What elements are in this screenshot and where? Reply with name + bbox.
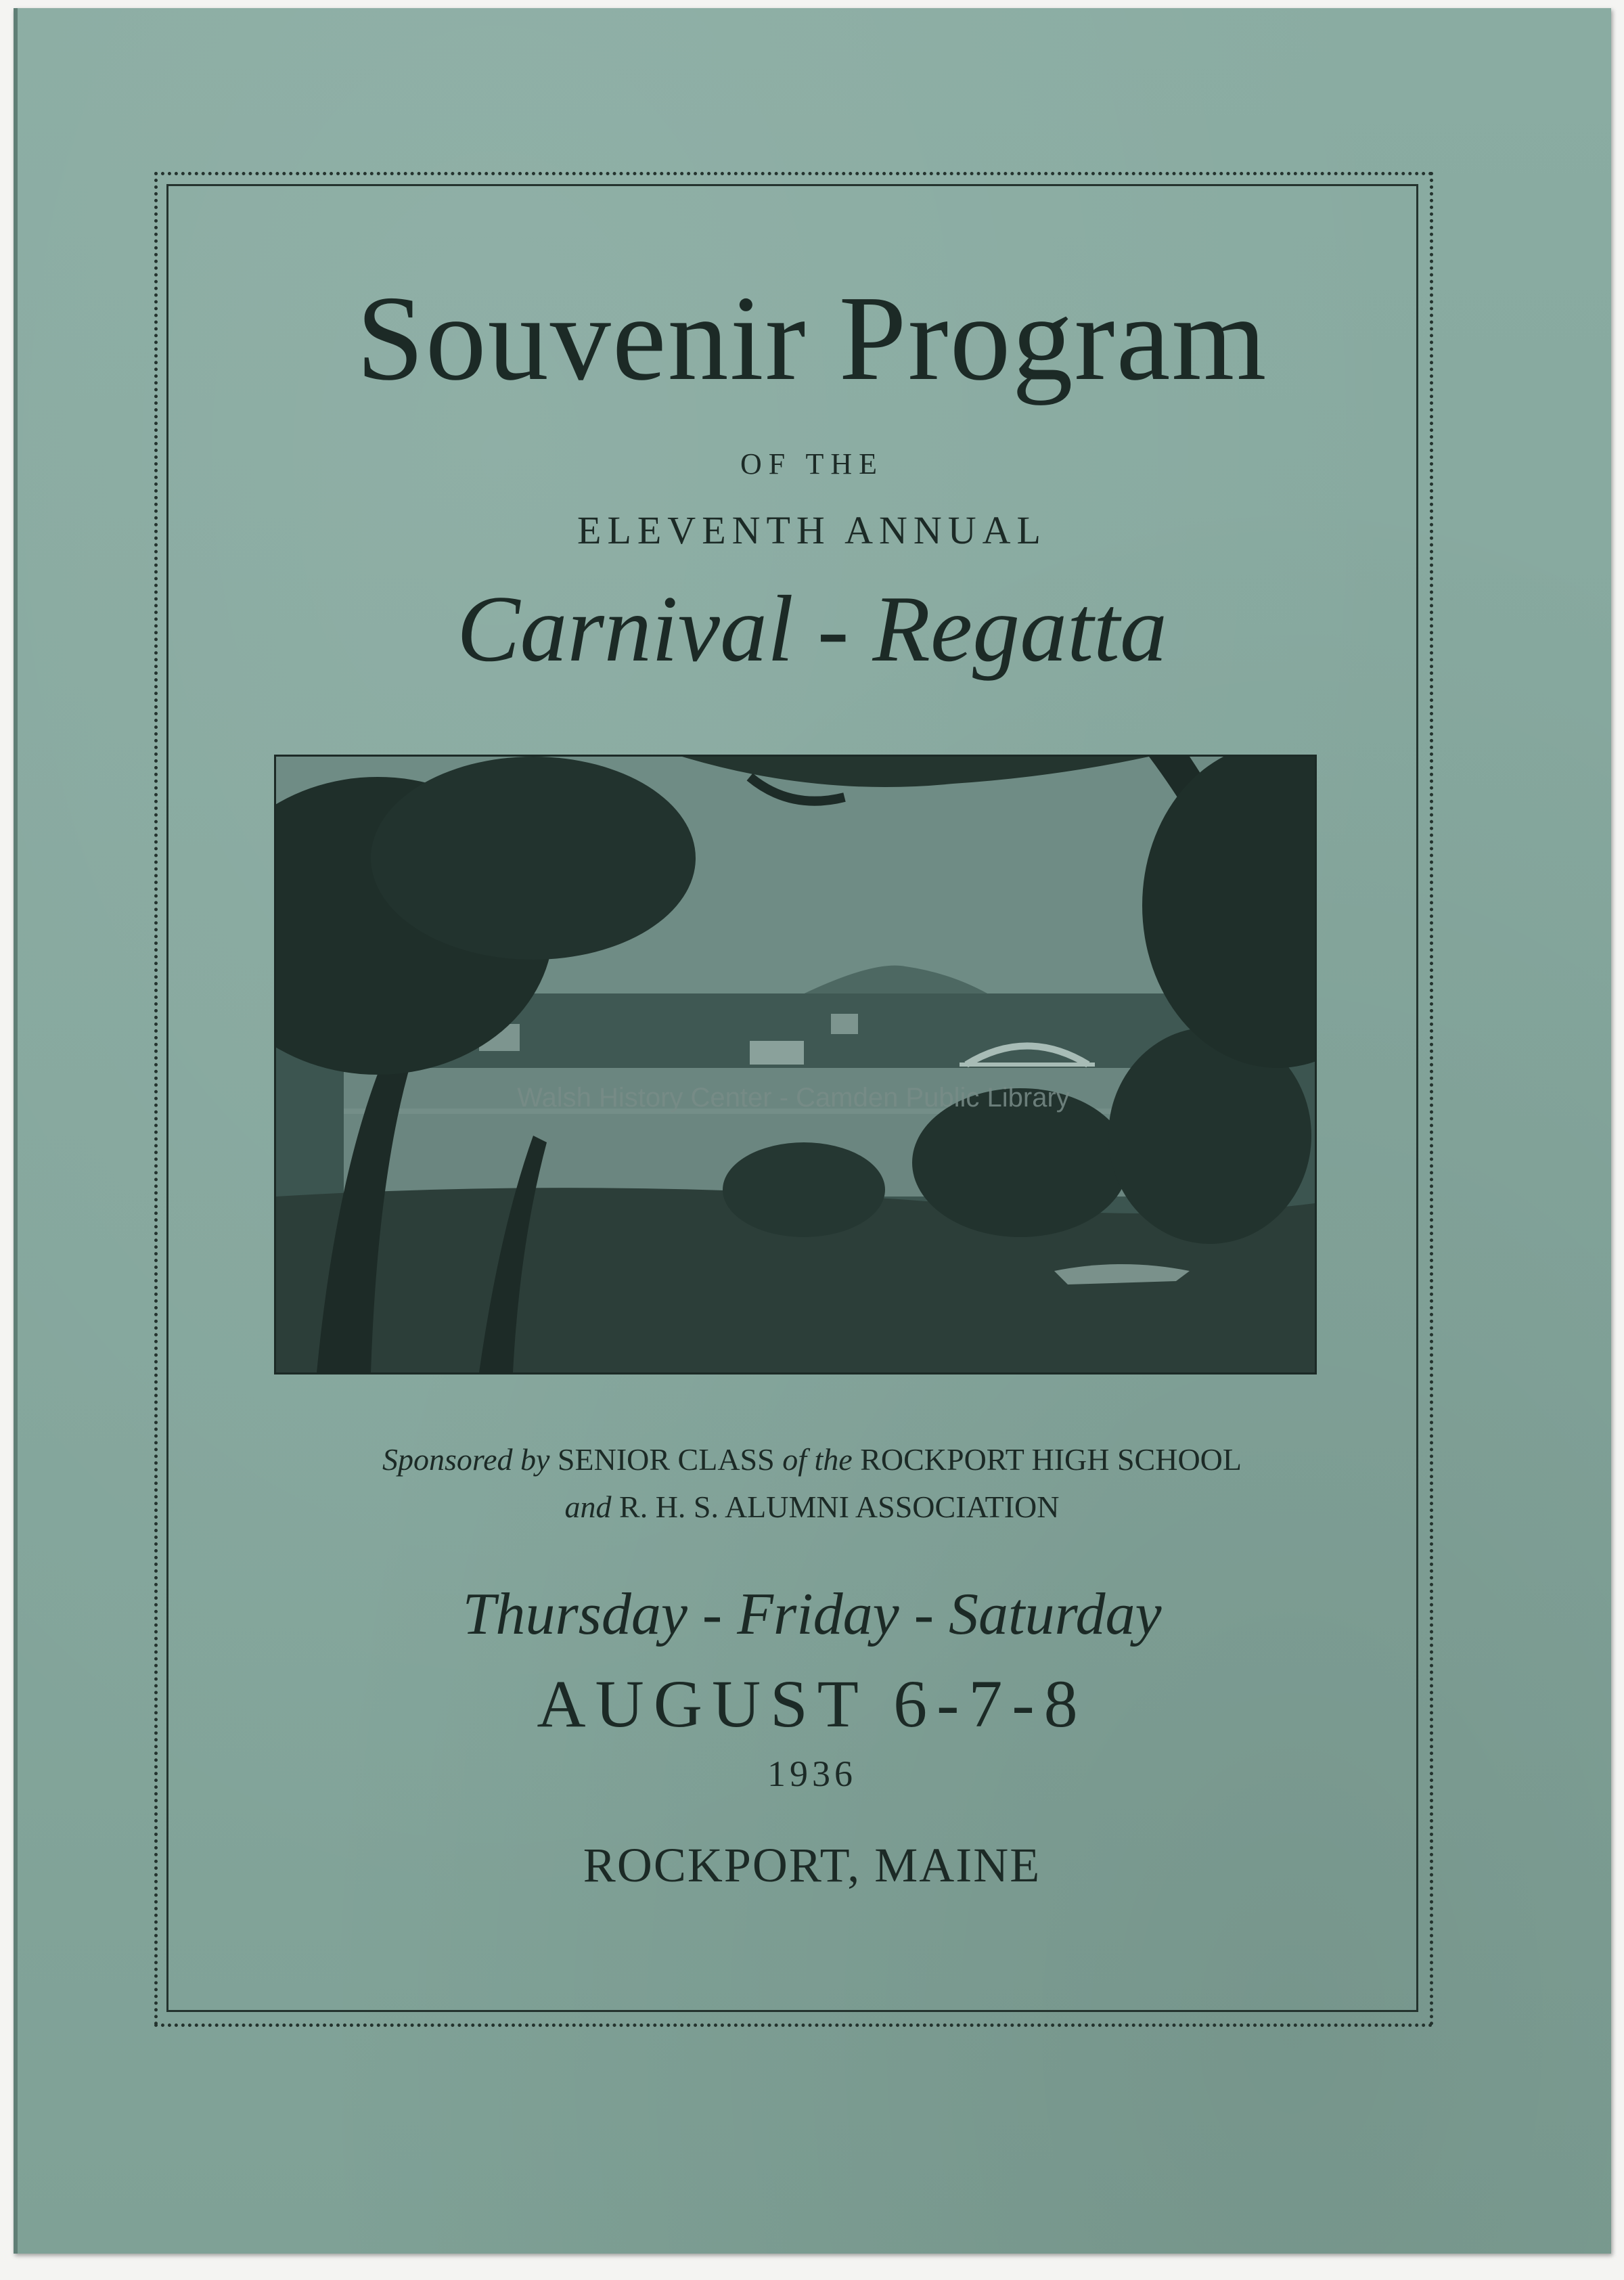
event-dates: AUGUST 6-7-8: [537, 1666, 1087, 1741]
harbor-photo: [274, 755, 1317, 1374]
sponsor-line-2: [0, 1489, 1624, 1525]
cover-title: Souvenir Program: [356, 271, 1268, 405]
event-year: 1936: [767, 1753, 857, 1794]
sponsor-senior-class: SENIOR CLASS: [557, 1442, 775, 1477]
sponsor-alumni: R. H. S. ALUMNI ASSOCIATION: [619, 1490, 1060, 1524]
event-days: Thursday - Friday - Saturday: [462, 1582, 1162, 1647]
sponsor-of-the: of the: [782, 1442, 853, 1477]
sponsor-line-1: [0, 1441, 1624, 1477]
edition-text: ELEVENTH ANNUAL: [577, 508, 1047, 552]
sponsor-and: and: [564, 1490, 612, 1524]
sponsor-school: ROCKPORT HIGH SCHOOL: [860, 1442, 1242, 1477]
event-location: ROCKPORT, MAINE: [583, 1838, 1041, 1892]
harbor-photo-illustration: [276, 757, 1315, 1372]
photo-watermark: Walsh History Center - Camden Public Library: [517, 1083, 1070, 1113]
sponsor-prefix: Sponsored by: [382, 1442, 550, 1477]
of-the-text: OF THE: [740, 447, 884, 480]
event-title: Carnival - Regatta: [457, 577, 1167, 681]
